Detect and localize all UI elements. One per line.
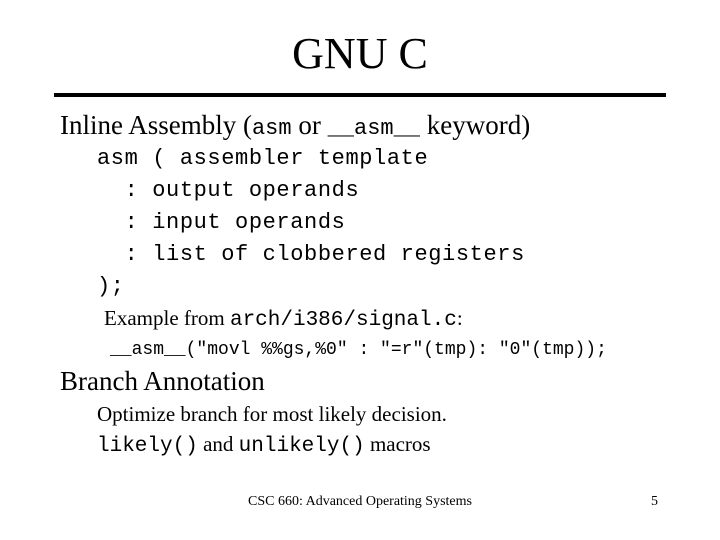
- example-code: __asm__("movl %%gs,%0" : "=r"(tmp): "0"(tmp));: [110, 340, 607, 360]
- asm-keyword: asm: [251, 116, 292, 141]
- code-line-4: : list of clobbered registers: [97, 242, 525, 267]
- code-line-5: );: [97, 274, 125, 299]
- asm-underscore-keyword: __asm__: [327, 116, 421, 141]
- slide-title: GNU C: [292, 29, 428, 78]
- code-line-1: asm ( assembler template: [97, 146, 429, 171]
- example-file-path: arch/i386/signal.c: [229, 309, 457, 332]
- likely-macros-line: [97, 432, 431, 458]
- likely-keyword: likely(): [97, 435, 198, 458]
- branch-description: Optimize branch for most likely decision.: [97, 402, 447, 426]
- code-line-2: : output operands: [97, 178, 360, 203]
- heading-text-pre: Inline Assembly (: [60, 110, 252, 140]
- code-line-3: : input operands: [97, 210, 346, 235]
- example-text-post: :: [456, 306, 463, 330]
- example-caption: [104, 306, 463, 332]
- unlikely-keyword: unlikely(): [238, 435, 365, 458]
- title-divider: [54, 93, 666, 97]
- macros-text-post: macros: [364, 432, 431, 456]
- inline-assembly-heading: [60, 110, 530, 141]
- slide-footer: CSC 660: Advanced Operating Systems: [248, 494, 472, 509]
- macros-text-mid: and: [197, 432, 239, 456]
- branch-annotation-heading: Branch Annotation: [60, 366, 265, 396]
- heading-text-mid: or: [291, 110, 328, 140]
- page-number: 5: [651, 494, 658, 509]
- example-text-pre: Example from: [104, 306, 230, 330]
- heading-text-post: keyword): [420, 110, 531, 140]
